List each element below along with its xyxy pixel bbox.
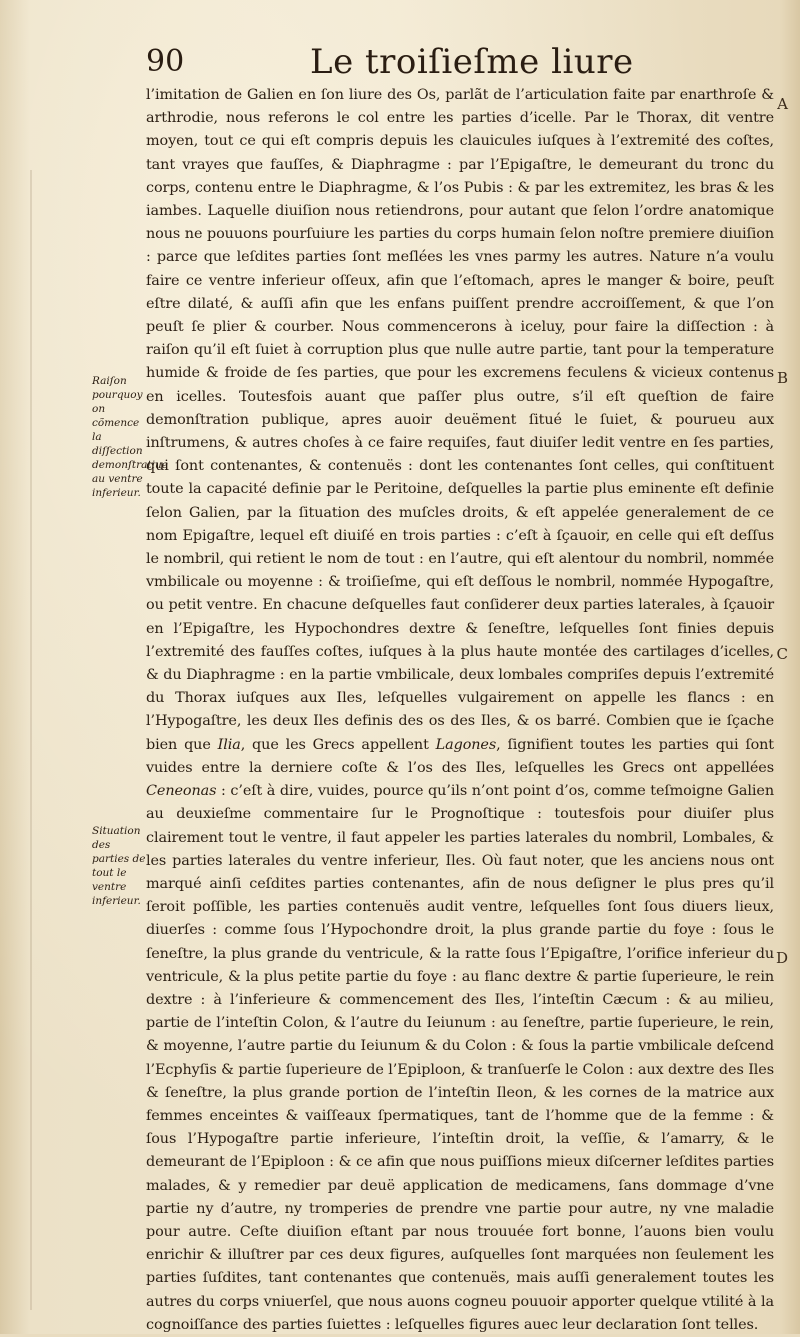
- text-run-2: , que les Grecs appellent: [240, 736, 429, 753]
- body-paragraph: [146, 84, 774, 1337]
- section-letter-a: A: [777, 95, 788, 113]
- body-text: [146, 84, 774, 1333]
- section-letter-c: C: [776, 645, 788, 663]
- running-title: Le troiſieſme liure: [310, 42, 634, 82]
- page-number: 90: [146, 44, 185, 79]
- text-run-3: , ſignifient toutes les parties qui ſont vuides entre la derniere coſte & l’os des Iles, leſquelles les Grecs ont appellées: [146, 736, 774, 776]
- section-letter-d: D: [775, 949, 788, 967]
- text-run-4: : c’eſt à dire, vuides, pource qu’ils n’ont point d’os, comme teſmoigne Galien au deuxieſme commentaire ſur le Prognoſtique : toutesfois pour diuiſer plus clairement tout le ventre, il faut appeler les parties laterales du nombril, Lombales, & les parties laterales du ventre inferieur, Iles. Où faut noter, que les anciens nous ont marqué ainſi ceſdites parties contenantes, afin de nous deſigner le plus pres qu’il ſeroit poſſible, les parties contenuës audit ventre, leſquelles ſont ſous diuers lieux, diuerſes : comme ſous l’Hypochondre droit, la plus grande partie du foye : ſous le ſeneſtre, la plus grande du ventricule, & la ratte ſous l’Epigaſtre, l’orifice inferieur du ventricule, & la plus petite partie du foye : au flanc dextre & partie ſuperieure, le rein dextre : à l’inferieure & commencement des Iles, l’inteſtin Cæcum : & au milieu, partie de l’inteſtin Colon, & l’autre du Ieiunum : au ſeneſtre, partie ſuperieure, le rein, & moyenne, l’autre partie du Ieiunum & du Colon : & ſous la partie vmbilicale deſcend l’Ecphyſis & partie ſuperieure de l’Epiploon, & tranſuerſe le Colon : aux dextre des Iles & ſeneſtre, la plus grande portion de l’inteſtin Ileon, & les cornes de la matrice aux femmes enceintes & vaiſſeaux ſpermatiques, tant de l’homme que de la femme : & ſous l’Hypogaſtre partie inferieure, l’inteſtin droit, la veſſie, & l’amarry, & le demeurant de l’Epiploon : & ce afin que nous puiſſions mieux diſcerner leſdites parties malades, & y remedier par deuë application de medicamens, ſans dommage d’vne partie ny d’autre, ny tromperies de prendre vne partie pour autre, ny vne maladie pour autre. Ceſte diuiſion eſtant par nous trouuée fort bonne, l’auons bien voulu enrichir & illuſtrer par ces deux figures, auſquelles ſont marquées non ſeulement les parties ſuſdites, tant contenantes que contenuës, mais auſſi generalement toutes les autres du corps vniuerſel, que nous auons cogneu pouuoir apporter quelque vtilité à la cognoiſſance des parties ſuiettes : leſquelles figures auec leur declaration ſont telles.: [146, 783, 774, 1333]
- text-run-1: l’imitation de Galien en ſon liure des Os, parlãt de l’articulation faite par enarthroſe & arthrodie, nous referons le col entre les parties d’icelle. Par le Thorax, dit ventre moyen, tout ce qui eſt compris depuis les clauicules iuſques à l’extremité des coſtes, tant vrayes que fauſſes, & Diaphragme : par l’Epigaſtre, le demeurant du tronc du corps, contenu entre le Diaphragme, & l’os Pubis : & par les extremitez, les bras & les iambes. Laquelle diuiſion nous retiendrons, pour autant que ſelon l’ordre anatomique nous ne pouuons pourſuiure les parties du corps humain ſelon noſtre premiere diuiſion : parce que leſdites parties ſont meſlées les vnes parmy les autres. Nature n’a voulu faire ce ventre inferieur oſſeux, afin que l’eſtomach, apres le manger & boire, peuſt eſtre dilaté, & auſſi afin que les enfans puiſſent prendre accroiſſement, & que l’on peuſt ſe plier & courber. Nous commencerons à iceluy, pour faire la diſſection : à raiſon qu’il eſt ſuiet à corruption plus que nulle autre partie, tant pour la temperature humide & froide de ſes parties, que pour les excremens feculens & vicieux contenus en icelles. Toutesfois auant que paſſer plus outre, s’il eſt queſtion de faire demonſtration publique, apres auoir deuëment ſitué le ſuiet, & pourueu aux inſtrumens, & autres choſes à ce faire requiſes, faut diuiſer ledit ventre en ſes parties, qui ſont contenantes, & contenuës : dont les contenantes ſont celles, qui conſtituent toute la capacité definie par le Peritoine, deſquelles la partie plus eminente eſt definie ſelon Galien, par la ſituation des muſcles droits, & eſt appelée generalement de ce nom Epigaſtre, lequel eſt diuiſé en trois parties : c’eſt à ſçauoir, en celle qui eſt deſſus le nombril, qui retient le nom de tout : en l’autre, qui eſt alentour du nombril, nommée vmbilicale ou moyenne : & troiſieſme, qui eſt deſſous le nombril, nommée Hypogaſtre, ou petit ventre. En chacune deſquelles faut conſiderer deux parties laterales, à ſçauoir en l’Epigaſtre, les Hypochondres dextre & ſeneſtre, leſquelles ſont finies depuis l’extremité des fauſſes coſtes, iuſques à la plus haute montée des cartilages d’icelles, & du Diaphragme : en la partie vmbilicale, deux lombales compriſes depuis l’extremité du Thorax iuſques aux Iles, leſquelles vulgairement on appelle les flancs : en l’Hypogaſtre, les deux Iles definis des os des Iles, & os barré. Combien que ie ſçache bien que: [146, 87, 774, 753]
- term-lagones: Lagones: [435, 736, 497, 753]
- gutter-shadow: [30, 170, 32, 1310]
- term-ilia: Ilia: [217, 736, 241, 753]
- margin-note-dissection: Raiſon pourquoy on cõmence la diſſection demonſtratiue au ventre inferieur.: [92, 375, 168, 499]
- page-header: [100, 42, 740, 82]
- section-letter-b: B: [776, 369, 788, 387]
- term-ceneonas: Ceneonas: [146, 783, 217, 800]
- margin-note-situation: Situation des parties de tout le ventre inferieur.: [92, 825, 146, 907]
